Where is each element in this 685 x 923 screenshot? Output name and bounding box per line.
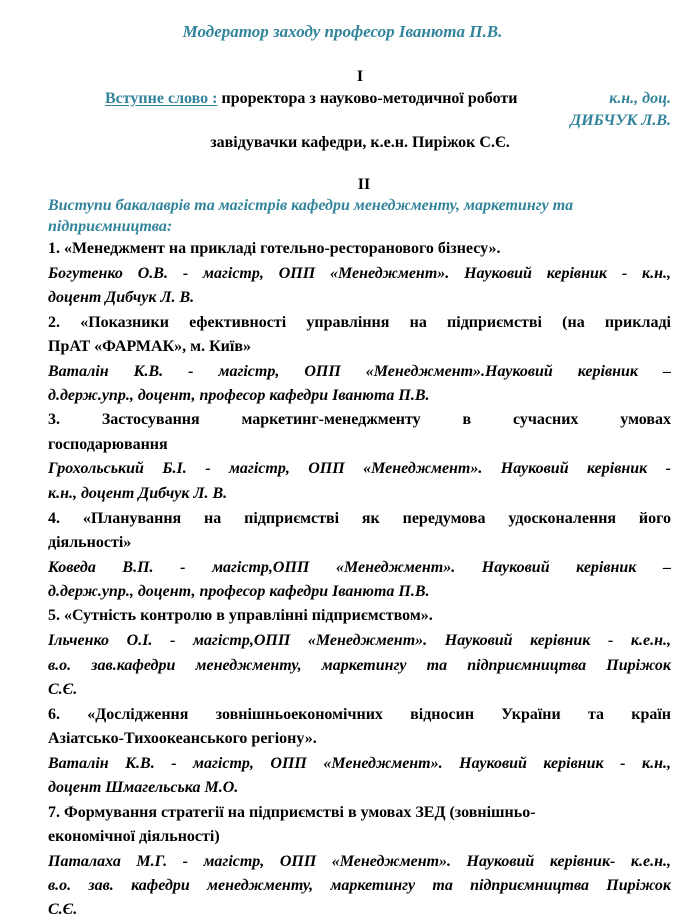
talk-3-speaker: Грохольський Б.І. - магістр, ОПП «Менеджмент». Науковий керівник - [48,460,671,477]
talk-7-advisor: в.о. зав. кафедри менеджменту, маркетингу та підприємництва Пиріжок [48,877,671,894]
intro-text: проректора з науково-методичної роботи [217,90,518,107]
intro-label: Вступне слово : [105,90,218,107]
talk-3-title-line-2: господарювання [48,436,168,453]
talk-5-advisor: в.о. зав.кафедри менеджменту, маркетингу та підприємництва Пиріжок [48,657,671,674]
intro-line-2: завідувачки кафедри, к.е.н. Пиріжок С.Є. [210,134,510,151]
talk-6-speaker: Ваталін К.В. - магістр, ОПП «Менеджмент». Науковий керівник - к.н., [48,755,671,772]
talk-6-title-line-2: Азіатсько-Тихоокеанського регіону». [48,730,317,747]
talk-4-speaker: Коведа В.П. - магістр,ОПП «Менеджмент». Науковий керівник – [48,559,671,576]
section-2-heading-line-1: Виступи бакалаврів та магістрів кафедри менеджменту, маркетингу та [48,197,574,214]
section-2-heading-line-2: підприємництва: [48,218,173,235]
talk-5-advisor-name: С.Є. [48,681,78,698]
talk-5-speaker: Ільченко О.І. - магістр,ОПП «Менеджмент». Науковий керівник - к.е.н., [48,632,671,649]
talk-1-advisor: доцент Дибчук Л. В. [48,289,195,306]
talk-2-title-line-1: 2. «Показники ефективності управління на підприємстві (на прикладі [48,314,671,331]
intro-name: ДИБЧУК Л.В. [570,112,671,129]
talk-2-advisor: д.держ.упр., доцент, професор кафедри Іванюта П.В. [48,387,430,404]
intro-degree: к.н., доц. [609,90,671,107]
talk-6-title-line-1: 6. «Дослідження зовнішньоекономічних відносин України та країн [48,706,671,723]
talk-2-title-line-2: ПрАТ «ФАРМАК», м. Київ» [48,338,251,355]
talk-2-speaker: Ваталін К.В. - магістр, ОПП «Менеджмент».Науковий керівник – [48,363,671,380]
talk-7-title-line-2: економічної діяльності) [48,828,220,845]
section-2-numeral: II [357,176,371,193]
talk-3-advisor: к.н., доцент Дибчук Л. В. [48,485,228,502]
talk-5-title: 5. «Сутність контролю в управлінні підприємством». [48,607,433,624]
talk-1-speaker: Богутенко О.В. - магістр, ОПП «Менеджмент». Науковий керівник - к.н., [48,265,671,282]
talk-3-title-line-1: 3. Застосування маркетинг-менеджменту в сучасних умовах [48,411,671,428]
talk-7-advisor-name: С.Є. [48,901,78,918]
talk-4-advisor: д.держ.упр., доцент, професор кафедри Іванюта П.В. [48,583,430,600]
section-1-numeral: I [356,68,364,85]
talk-4-title-line-1: 4. «Планування на підприємстві як передумова удосконалення його [48,510,671,527]
talk-6-advisor: доцент Шмагельська М.О. [48,779,239,796]
intro-line-1 [105,89,671,109]
talk-4-title-line-2: діяльності» [48,534,132,551]
moderator-line: Модератор заходу професор Іванюта П.В. [182,22,503,41]
talk-7-title-line-1: 7. Формування стратегії на підприємстві в умовах ЗЕД (зовнішньо- [48,804,536,821]
talk-1-title: 1. «Менеджмент на прикладі готельно-ресторанового бізнесу». [48,240,501,257]
talk-7-speaker: Паталаха М.Г. - магістр, ОПП «Менеджмент». Науковий керівник- к.е.н., [48,853,671,870]
